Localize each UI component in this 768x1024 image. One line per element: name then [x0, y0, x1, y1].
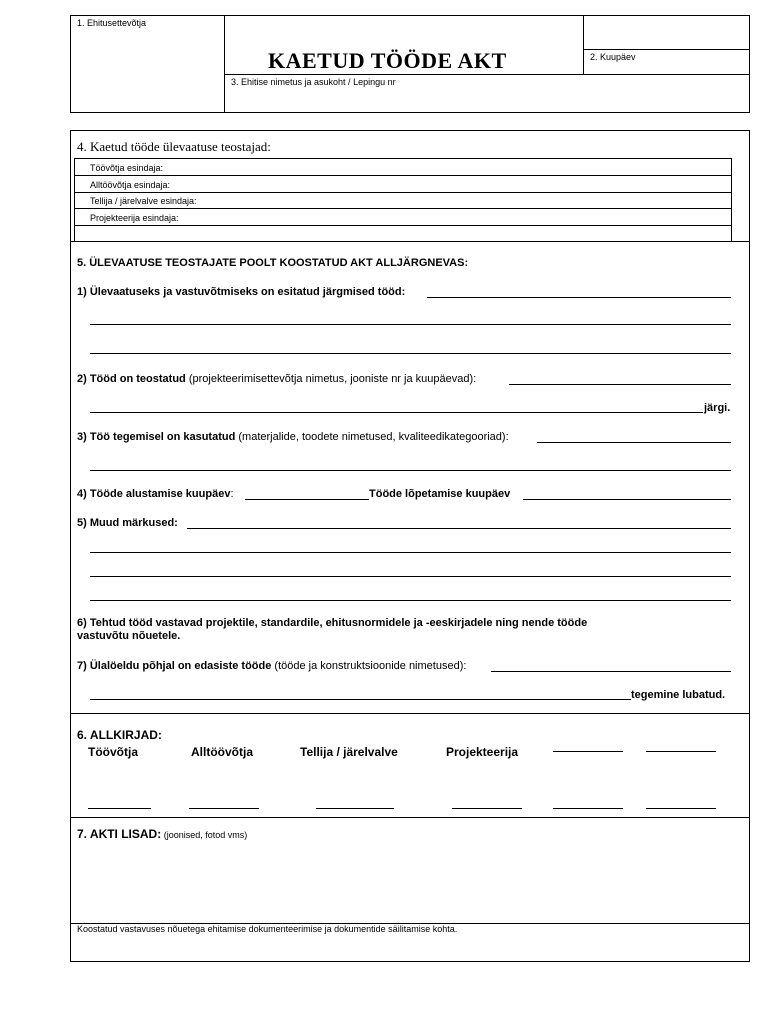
item4-colon: :: [230, 488, 234, 500]
extra-signer-name-line[interactable]: [646, 751, 716, 752]
item2-bold: 2) Tööd on teostatud: [77, 373, 186, 385]
item3-label: [77, 431, 509, 443]
start-date-fill-line[interactable]: [245, 485, 369, 500]
item2-extra-line[interactable]: [90, 398, 703, 413]
item2-note: (projekteerimisettevõtja nimetus, jooniste nr ja kuupäevad):: [185, 373, 477, 385]
item4-label: [77, 488, 234, 500]
item6-line1: 6) Tehtud tööd vastavad projektile, standardile, ehitusnormidele ja -eeskirjadele ning nende tööde: [77, 617, 588, 629]
item5-extra-line[interactable]: [90, 562, 731, 577]
item1-extra-line[interactable]: [90, 310, 731, 325]
item7-fill-line[interactable]: [491, 657, 731, 672]
document-title: KAETUD TÖÖDE AKT: [268, 48, 507, 73]
header-date-divider: [583, 49, 750, 50]
item4-start: 4) Tööde alustamise kuupäev: [77, 488, 231, 500]
signer-client: Tellija / järelvalve: [300, 745, 398, 759]
item7-note: (tööde ja konstruktsioonide nimetused):: [271, 660, 467, 672]
signature-line-subcontractor[interactable]: [189, 808, 259, 809]
signature-line-extra[interactable]: [553, 808, 623, 809]
inspectors-row-line: [74, 175, 732, 176]
extra-signer-name-line[interactable]: [553, 751, 623, 752]
item2-end: järgi.: [704, 402, 731, 414]
item7-extra-line[interactable]: [90, 685, 631, 700]
signature-line-client[interactable]: [316, 808, 394, 809]
inspectors-row-line: [74, 208, 732, 209]
end-date-fill-line[interactable]: [523, 485, 731, 500]
section5-heading: 5. ÜLEVAATUSE TEOSTAJATE POOLT KOOSTATUD AKT ALLJÄRGNEVAS:: [77, 257, 469, 269]
item5-label: 5) Muud märkused:: [77, 517, 178, 529]
section7-heading-bold: 7. AKTI LISAD:: [77, 827, 162, 841]
date-field-label: 2. Kuupäev: [590, 52, 636, 62]
inspector-row-designer: Projekteerija esindaja:: [90, 213, 179, 223]
item5-extra-line[interactable]: [90, 538, 731, 553]
section7-heading-note: (joonised, fotod vms): [161, 830, 248, 840]
signature-line-contractor[interactable]: [88, 808, 151, 809]
item5-fill-line[interactable]: [187, 514, 731, 529]
item7-label: [77, 660, 466, 672]
section7-heading: [77, 825, 247, 843]
contractor-field-label: 1. Ehitusettevõtja: [77, 18, 147, 28]
item2-fill-line[interactable]: [509, 370, 731, 385]
item7-end: tegemine lubatud.: [631, 689, 726, 701]
footer-note: Koostatud vastavuses nõuetega ehitamise dokumenteerimise ja dokumentide säilitamise kohta.: [77, 924, 458, 934]
item1-fill-line[interactable]: [427, 283, 731, 298]
item5-extra-line[interactable]: [90, 586, 731, 601]
header-row-divider: [224, 74, 750, 75]
inspectors-row-line: [74, 225, 732, 226]
signature-line-extra[interactable]: [646, 808, 716, 809]
header-divider-left: [224, 15, 225, 113]
inspectors-row-line: [74, 192, 732, 193]
inspector-row-subcontractor: Alltöövõtja esindaja:: [90, 180, 171, 190]
item3-fill-line[interactable]: [537, 428, 731, 443]
section4-heading: 4. Kaetud tööde ülevaatuse teostajad:: [77, 139, 271, 154]
building-field-label: 3. Ehitise nimetus ja asukoht / Lepingu nr: [231, 77, 396, 87]
inspector-row-client: Tellija / järelvalve esindaja:: [90, 196, 197, 206]
item1-label: 1) Ülevaatuseks ja vastuvõtmiseks on esitatud järgmised tööd:: [77, 286, 406, 298]
item7-bold: 7) Ülalöeldu põhjal on edasiste tööde: [77, 660, 272, 672]
section6-box: [70, 713, 750, 818]
inspector-row-contractor: Töövõtja esindaja:: [90, 163, 164, 173]
section6-heading: 6. ALLKIRJAD:: [77, 728, 162, 742]
item2-label: [77, 373, 476, 385]
item1-extra-line[interactable]: [90, 339, 731, 354]
item3-extra-line[interactable]: [90, 456, 731, 471]
item4-end-label: Tööde lõpetamise kuupäev: [369, 488, 511, 500]
signer-contractor: Töövõtja: [88, 745, 138, 759]
signer-designer: Projekteerija: [446, 745, 519, 759]
item6-line2: vastuvõtu nõuetele.: [77, 630, 181, 642]
item3-bold: 3) Töö tegemisel on kasutatud: [77, 431, 236, 443]
signer-subcontractor: Alltöövõtja: [191, 745, 253, 759]
item3-note: (materjalide, toodete nimetused, kvaliteedikategooriad):: [235, 431, 509, 443]
signature-line-designer[interactable]: [452, 808, 522, 809]
header-divider-right: [583, 15, 584, 74]
